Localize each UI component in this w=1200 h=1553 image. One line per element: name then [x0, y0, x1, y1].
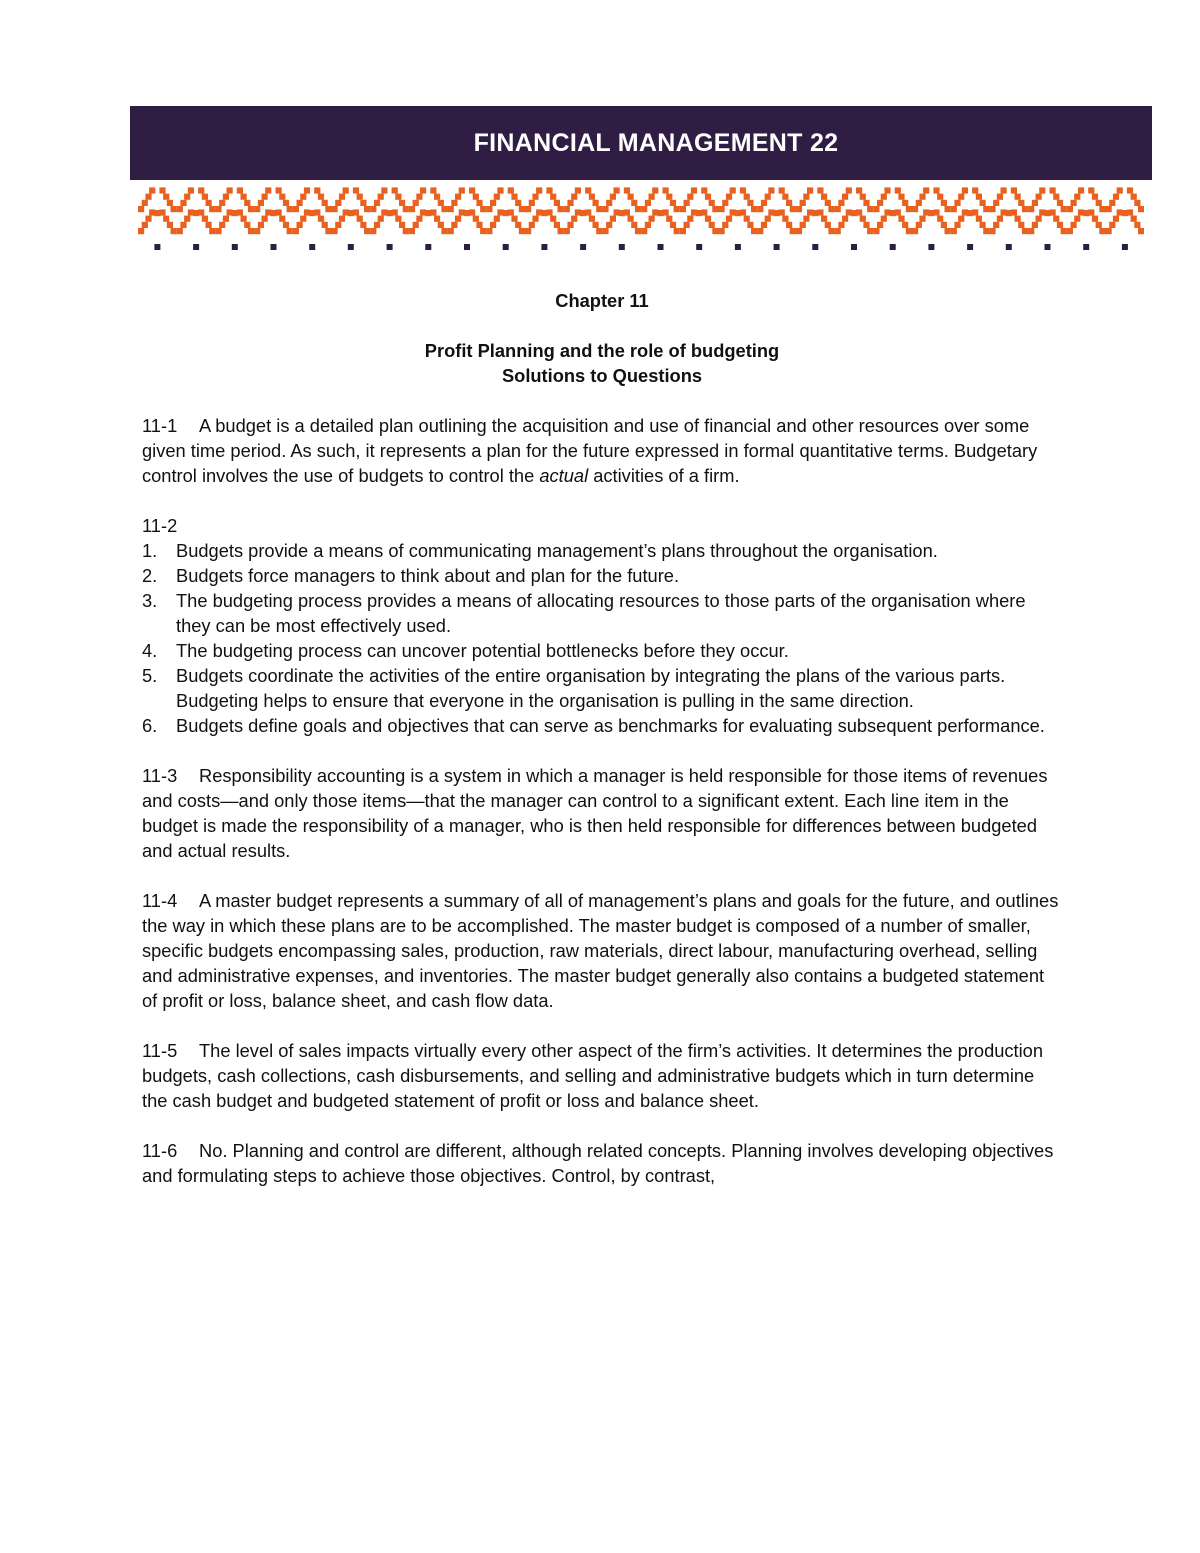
answer-text: A master budget represents a summary of all of management’s plans and goals for the future, and outlines the way in which these plans are to be accomplished. The master budget is composed of a number of smaller, specific budgets encompassing sales, production, raw materials, direct labour, manufacturing overhead, selling and administrative expenses, and inventories. The master budget generally also contains a budgeted statement of profit or loss, balance sheet, and cash flow data. [142, 890, 1059, 1011]
list-number: 3. [142, 590, 158, 611]
question-11-2 [142, 513, 1062, 738]
question-11-3 [142, 763, 1062, 863]
answer-text: Responsibility accounting is a system in which a manager is held responsible for those items of revenues and costs—and only those items—that the manager can control to a significant extent. Each line item in the budget is made the responsibility of a manager, who is then held responsible for differences between budgeted and actual results. [142, 765, 1048, 861]
question-11-1 [142, 413, 1062, 488]
answer-text: A budget is a detailed plan outlining the acquisition and use of financial and other resources over some given time period. As such, it represents a plan for the future expressed in formal quantitative terms. Budgetary control involves the use of budgets to control the [142, 415, 1038, 486]
list-text: Budgets force managers to think about and plan for the future. [176, 565, 680, 586]
list-text: The budgeting process provides a means of allocating resources to those parts of the organisation where they can be most effectively used. [176, 590, 1026, 636]
question-number: 11-1 [142, 415, 178, 436]
question-number: 11-2 [142, 515, 178, 536]
list-text: Budgets define goals and objectives that can serve as benchmarks for evaluating subsequent performance. [176, 715, 1045, 736]
document-body [142, 288, 1062, 1188]
list-item [142, 638, 1062, 663]
answer-text: No. Planning and control are different, although related concepts. Planning involves developing objectives and formulating steps to achieve those objectives. Control, by contrast, [142, 1140, 1054, 1186]
list-item [142, 713, 1062, 738]
chapter-subtitle: Solutions to Questions [501, 365, 703, 386]
list-item [142, 563, 1062, 588]
chapter-label: Chapter 11 [555, 290, 649, 311]
question-number: 11-6 [142, 1140, 178, 1161]
chapter-title: Profit Planning and the role of budgeting [424, 340, 780, 361]
question-number: 11-3 [142, 765, 178, 786]
list-number: 2. [142, 565, 158, 586]
list-number: 5. [142, 665, 158, 686]
answer-text-end: activities of a firm. [588, 465, 740, 486]
question-11-6 [142, 1138, 1062, 1188]
list-number: 4. [142, 640, 158, 661]
question-11-5 [142, 1038, 1062, 1113]
document-title: FINANCIAL MANAGEMENT 22 [473, 128, 839, 157]
decorative-pattern-border [138, 184, 1144, 256]
benefits-list [142, 538, 1062, 738]
list-number: 6. [142, 715, 158, 736]
list-text: Budgets provide a means of communicating management’s plans throughout the organisation. [176, 540, 938, 561]
list-number: 1. [142, 540, 158, 561]
question-11-4 [142, 888, 1062, 1013]
answer-emphasis: actual [539, 465, 589, 486]
list-text: Budgets coordinate the activities of the entire organisation by integrating the plans of the various parts. Budgeting helps to ensure that everyone in the organisation is pulling in the same direction. [176, 665, 1006, 711]
list-text: The budgeting process can uncover potential bottlenecks before they occur. [176, 640, 789, 661]
header-banner [130, 106, 1152, 180]
question-number: 11-5 [142, 1040, 178, 1061]
question-number: 11-4 [142, 890, 178, 911]
answer-text: The level of sales impacts virtually every other aspect of the firm’s activities. It determines the production budgets, cash collections, cash disbursements, and selling and administrative budgets which in turn determine the cash budget and budgeted statement of profit or loss and balance sheet. [142, 1040, 1044, 1111]
list-item [142, 588, 1062, 638]
list-item [142, 663, 1062, 713]
list-item [142, 538, 1062, 563]
